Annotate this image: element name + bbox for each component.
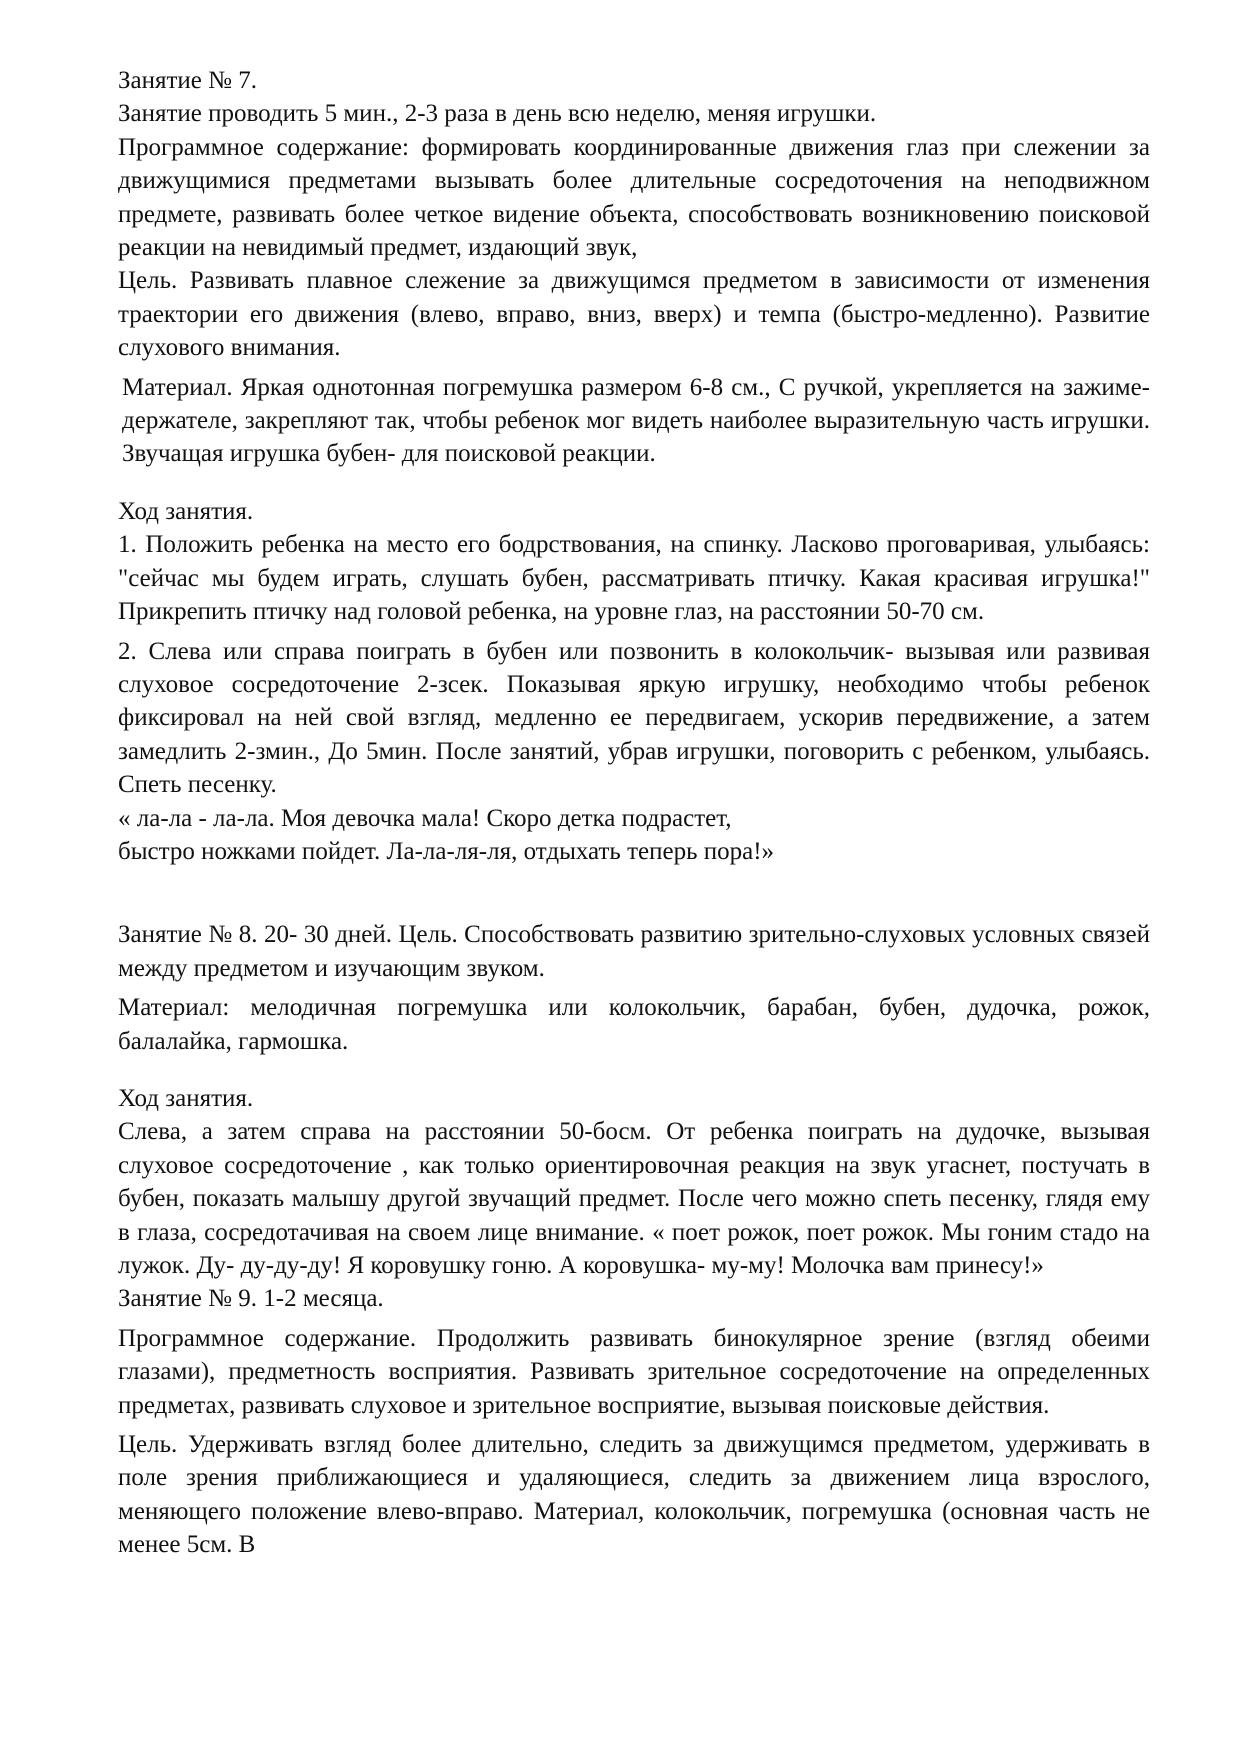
lesson7-title: Занятие № 7. [118, 67, 258, 94]
lesson7-course-title: Ход занятия. [118, 497, 254, 525]
lesson7-song-line-2: быстро ножками пойдет. Ла-ла-ля-ля, отдыхать теперь пора!» [118, 837, 775, 865]
lesson9-goal: Цель. Удерживать взгляд более длительно, следить за движущимся предметом, удерживать в поле зрения приближающиеся и удаляющиеся, следить за движением лица взрослого, меняющего положение влево-вправо. Материал, колокольчик, погремушка (основная часть не менее 5см. В [118, 1431, 1150, 1559]
lesson8-title-goal: Занятие № 8. 20- 30 дней. Цель. Способствовать развитию зрительно-слуховых условных связей между предметом и изучающим звуком. [118, 921, 1150, 982]
lesson9-program: Программное содержание. Продолжить развивать бинокулярное зрение (взгляд обеими глазами), предметность восприятия. Развивать зрительное сосредоточение на определенных предметах, развивать слуховое и зрительное восприятие, вызывая поисковые действия. [118, 1324, 1150, 1419]
lesson7-step-1: 1. Положить ребенка на место его бодрствования, на спинку. Ласково проговаривая, улыбаясь: "сейчас мы будем играть, слушать бубен, рассматривать птичку. Какая красивая игрушка!" Прикрепить птичку над головой ребенка, на уровне глаз, на расстоянии 50-70 см. [118, 531, 1150, 626]
document-page [118, 64, 1150, 1562]
lesson7-schedule: Занятие проводить 5 мин., 2-3 раза в день всю неделю, меняя игрушки. [118, 100, 877, 128]
lesson7-song-line-1: « ла-ла - ла-ла. Моя девочка мала! Скоро детка подрастет, [118, 804, 732, 832]
lesson8-material: Материал: мелодичная погремушка или колокольчик, барабан, бубен, дудочка, рожок, балалайка, гармошка. [118, 994, 1150, 1055]
lesson8-course: Слева, а затем справа на расстоянии 50-босм. От ребенка поиграть на дудочке, вызывая слуховое сосредоточение , как только ориентировочная реакция на звук угаснет, постучать в бубен, показать малышу другой звучащий предмет. После чего можно спеть песенку, глядя ему в глаза, сосредотачивая на своем лице внимание. « поет рожок, поет рожок. Мы гоним стадо на лужок. Ду- ду-ду-ду! Я коровушку гоню. А коровушка- му-му! Молочка вам принесу!» [118, 1118, 1150, 1279]
lesson8-course-title: Ход занятия. [118, 1084, 254, 1112]
lesson7-goal: Цель. Развивать плавное слежение за движущимся предметом в зависимости от изменения траектории его движения (влево, вправо, вниз, вверх) и темпа (быстро-медленно). Развитие слухового внимания. [118, 267, 1150, 362]
lesson7-material: Материал. Яркая однотонная погремушка размером 6-8 см., С ручкой, укрепляется на зажиме-держателе, закрепляют так, чтобы ребенок мог видеть наиболее выразительную часть игрушки. Звучащая игрушка бубен- для поисковой реакции. [122, 373, 1150, 468]
lesson9-title: Занятие № 9. 1-2 месяца. [118, 1285, 384, 1313]
lesson7-step-2: 2. Слева или справа поиграть в бубен или позвонить в колокольчик- вызывая или развивая слуховое сосредоточение 2-зсек. Показывая яркую игрушку, необходимо чтобы ребенок фиксировал на ней свой взгляд, медленно ее передвигаем, ускорив передвижение, а затем замедлить 2-змин., До 5мин. После занятий, убрав игрушки, поговорить с ребенком, улыбаясь. Спеть песенку. [118, 637, 1150, 799]
lesson7-program: Программное содержание: формировать координированные движения глаз при слежении за движущимися предметами вызывать более длительные сосредоточения на неподвижном предмете, развивать более четкое видение объекта, способствовать возникновению поисковой реакции на невидимый предмет, издающий звук, [118, 133, 1150, 262]
